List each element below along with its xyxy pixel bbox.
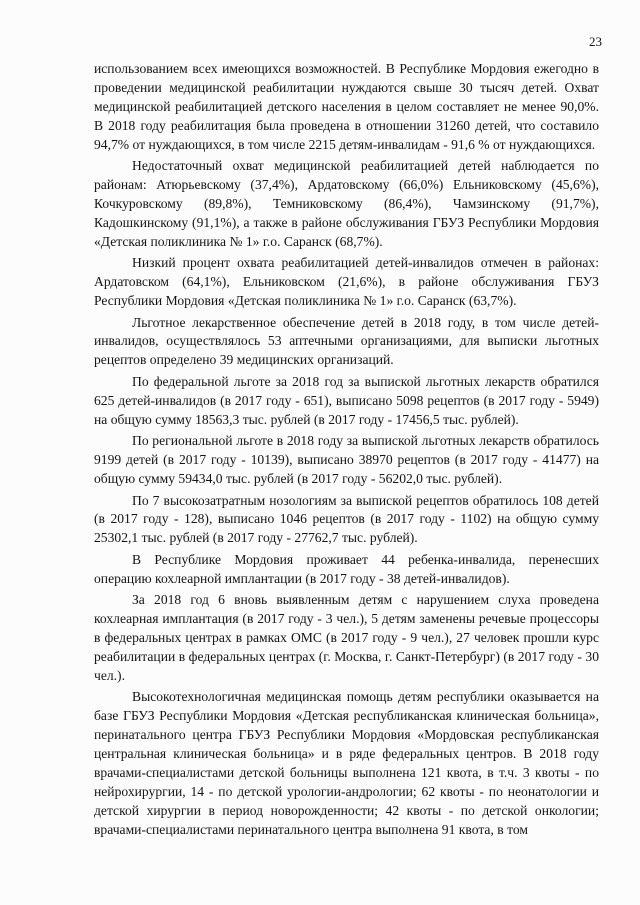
paragraph: Льготное лекарственное обеспечение детей в 2018 году, в том числе детей-инвалидов, осуществлялось 53 аптечными организациями, для выписки льготных рецептов определено 39 медицинских организаций. [94, 314, 599, 368]
paragraph: Низкий процент охвата реабилитацией детей-инвалидов отмечен в районах: Ардатовском (64,1%), Ельниковском (21,6%), в районе обслуживания ГБУЗ Республики Мордовия «Детская поликлиника № 1» г.о. Саранск (63,7%). [94, 255, 599, 309]
document-body [94, 60, 599, 842]
paragraph: использованием всех имеющихся возможностей. В Республике Мордовия ежегодно в проведении медицинской реабилитации нуждаются свыше 30 тысяч детей. Охват медицинской реабилитацией детского населения в целом составляет не менее 90,0%. В 2018 году реабилитация была проведена в отношении 31260 детей, что составило 94,7% от нуждающихся, в том числе 2215 детям-инвалидам - 91,6 % от нуждающихся. [94, 61, 599, 152]
paragraph: В Республике Мордовия проживает 44 ребенка-инвалида, перенесших операцию кохлеарной имплантации (в 2017 году - 38 детей-инвалидов). [94, 551, 599, 586]
page-number: 23 [589, 34, 602, 49]
paragraph: По региональной льготе в 2018 году за выпиской льготных лекарств обратилось 9199 детей (в 2017 году - 10139), выписано 38970 рецептов (в 2017 году - 41477) на общую сумму 59434,0 тыс. рублей (в 2017 году - 56202,0 тыс. рублей). [94, 433, 599, 486]
paragraph: Высокотехнологичная медицинская помощь детям республики оказывается на базе ГБУЗ Республики Мордовия «Детская республиканская клиническая больница», перинатального центра ГБУЗ Республики Мордовия «Мордовская республиканская центральная клиническая больница» и в ряде федеральных центров. В 2018 году врачами-специалистами детской больницы выполнена 121 квота, в т.ч. 3 квоты - по нейрохирургии, 14 - по детской урологии-андрологии; 62 квоты - по неонатологии и детской хирургии в период новорожденности; 42 квоты - по детской онкологии; врачами-специалистами перинатального центра выполнена 91 квота, в том [94, 689, 599, 837]
paragraph: По федеральной льготе за 2018 год за выпиской льготных лекарств обратился 625 детей-инвалидов (в 2017 году - 651), выписано 5098 рецептов (в 2017 году - 5949) на общую сумму 18563,3 тыс. рублей (в 2017 году - 17456,5 тыс. рублей). [94, 373, 599, 427]
paragraph: Недостаточный охват медицинской реабилитацией детей наблюдается по районам: Атюрьевскому (37,4%), Ардатовскому (66,0%) Ельниковскому (45,6%), Кочкуровскому (89,8%), Темниковскому (86,4%), Чамзинскому (91,7%), Кадошкинскому (91,1%), а также в районе обслуживания ГБУЗ Республики Мордовия «Детская поликлиника № 1» г.о. Саранск (68,7%). [94, 158, 599, 249]
paragraph: По 7 высокозатратным нозологиям за выпиской рецептов обратилось 108 детей (в 2017 году - 128), выписано 1046 рецептов (в 2017 году - 1102) на общую сумму 25302,1 тыс. рублей (в 2017 году - 27762,7 тыс. рублей). [94, 492, 599, 546]
paragraph: За 2018 год 6 вновь выявленным детям с нарушением слуха проведена кохлеарная имплантация (в 2017 году - 3 чел.), 5 детям заменены речевые процессоры в федеральных центрах в рамках ОМС (в 2017 году - 9 чел.), 27 человек прошли курс реабилитации в федеральных центрах (г. Москва, г. Санкт-Петербург) (в 2017 году - 30 чел.). [94, 592, 599, 683]
